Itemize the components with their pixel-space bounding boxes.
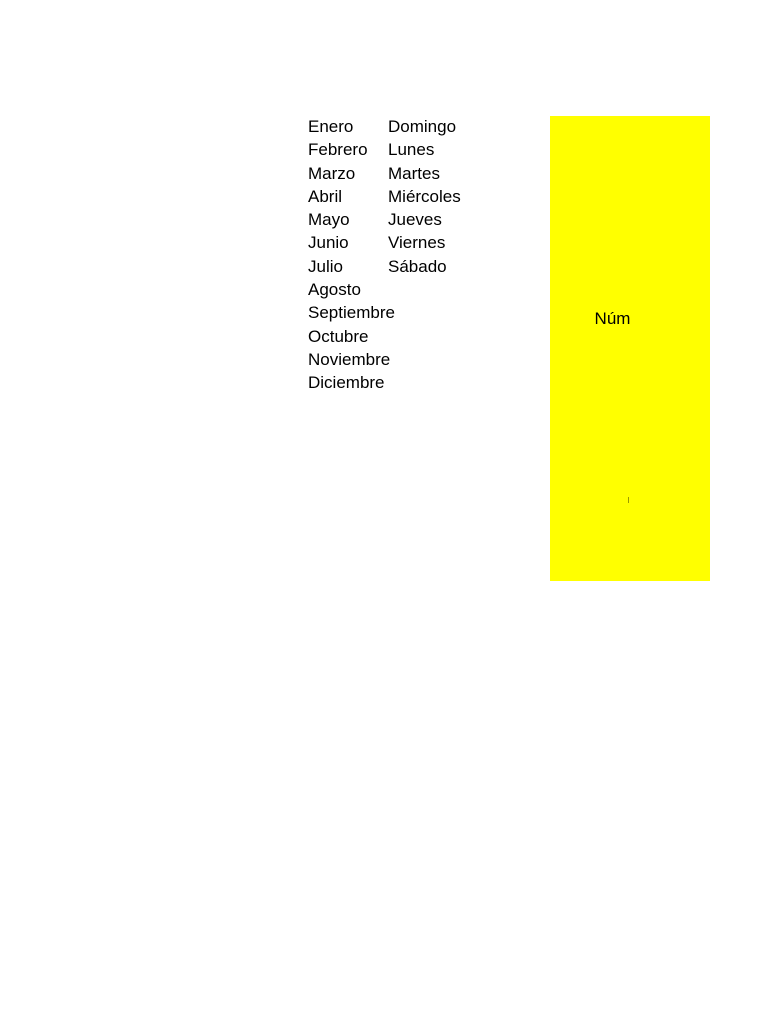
cell-weekday[interactable]: Viernes [388, 233, 446, 253]
cell-weekday[interactable]: Sábado [388, 256, 447, 276]
cell-month[interactable]: Junio [308, 233, 349, 253]
cell-month[interactable]: Abril [308, 186, 343, 206]
cell-month[interactable]: Enero [308, 117, 354, 136]
cursor-mark [628, 497, 629, 503]
cell-month[interactable]: Mayo [308, 210, 350, 230]
cell-month[interactable]: Diciembre [308, 373, 385, 393]
highlighted-cell-block [550, 116, 710, 581]
cell-month[interactable]: Noviembre [308, 349, 391, 369]
cell-weekday[interactable]: Martes [388, 163, 440, 183]
cell-weekday[interactable]: Lunes [388, 140, 435, 160]
cell-month[interactable]: Octubre [308, 326, 369, 346]
cell-month[interactable]: Julio [308, 256, 343, 276]
highlight-label: Núm [594, 309, 631, 328]
cell-weekday[interactable]: Miércoles [388, 186, 461, 206]
cell-weekday[interactable]: Jueves [388, 210, 442, 230]
cell-month[interactable]: Marzo [308, 163, 356, 183]
cell-month[interactable]: Agosto [308, 280, 361, 300]
cell-month[interactable]: Septiembre [308, 303, 395, 323]
cell-month[interactable]: Febrero [308, 140, 368, 160]
cell-weekday[interactable]: Domingo [388, 117, 457, 136]
